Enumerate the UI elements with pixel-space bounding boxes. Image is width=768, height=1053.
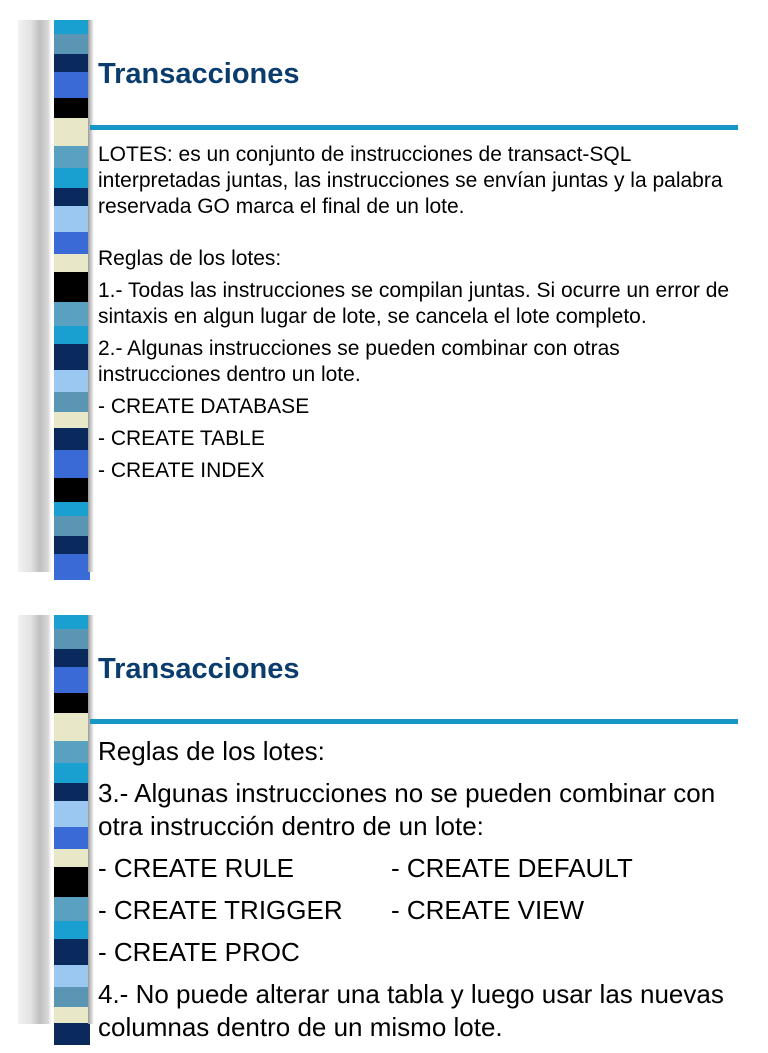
stripe xyxy=(54,98,90,118)
slide-title: Transacciones xyxy=(98,58,300,90)
command-item: - CREATE RULE xyxy=(98,853,294,883)
stripe xyxy=(54,649,90,667)
stripe xyxy=(54,370,90,392)
lotes-definition: LOTES: es un conjunto de instrucciones de transact-SQL interpretadas juntas, las instrucciones se envían juntas y la palabra reservada GO marca el final de un lote. xyxy=(98,143,723,218)
stripe xyxy=(54,412,90,428)
stripe xyxy=(54,344,90,370)
command-item: - CREATE INDEX xyxy=(98,459,265,482)
stripe xyxy=(54,254,90,272)
stripe xyxy=(54,54,90,72)
stripe-column xyxy=(54,615,90,1024)
stripe xyxy=(54,965,90,987)
rules-heading: Reglas de los lotes: xyxy=(98,736,325,766)
slide-body xyxy=(98,735,748,1053)
stripe xyxy=(54,536,90,554)
stripe xyxy=(54,516,90,536)
stripe xyxy=(54,1023,90,1045)
rule-3: 3.- Algunas instrucciones no se pueden combinar con otra instrucción dentro de un lote: xyxy=(98,778,716,841)
stripe xyxy=(54,502,90,516)
rule-2: 2.- Algunas instrucciones se pueden combinar con otras instrucciones dentro un lote. xyxy=(98,337,620,386)
stripe xyxy=(54,1007,90,1023)
stripe xyxy=(54,629,90,649)
stripe xyxy=(54,478,90,502)
stripe xyxy=(54,272,90,302)
strip-shadow xyxy=(88,615,94,1024)
stripe xyxy=(54,939,90,965)
slide-2 xyxy=(0,615,768,1042)
stripe xyxy=(54,554,90,580)
stripe xyxy=(54,987,90,1007)
command-item: - CREATE DATABASE xyxy=(98,395,310,418)
decorative-strip xyxy=(18,20,90,572)
command-row xyxy=(98,936,748,969)
command-item: - CREATE PROC xyxy=(98,937,300,967)
rule-4: 4.- No puede alterar una tabla y luego usar las nuevas columnas dentro de un mismo lote. xyxy=(98,979,724,1042)
command-item: - CREATE TABLE xyxy=(98,427,265,450)
stripe xyxy=(54,741,90,763)
stripe xyxy=(54,450,90,478)
stripe-column xyxy=(54,20,90,572)
stripe xyxy=(54,20,90,34)
command-item: - CREATE VIEW xyxy=(391,895,585,925)
stripe xyxy=(54,921,90,939)
rule-1: 1.- Todas las instrucciones se compilan juntas. Si ocurre un error de sintaxis en algun lugar de lote, se cancela el lote completo. xyxy=(98,279,730,328)
command-item: - CREATE DEFAULT xyxy=(391,853,633,883)
stripe xyxy=(54,188,90,206)
decorative-strip xyxy=(18,615,90,1024)
command-row xyxy=(98,852,748,885)
slide-body xyxy=(98,142,738,484)
stripe xyxy=(54,118,90,146)
stripe xyxy=(54,667,90,693)
slide-title: Transacciones xyxy=(98,653,300,685)
stripe xyxy=(54,392,90,412)
command-row xyxy=(98,894,748,927)
stripe xyxy=(54,763,90,783)
stripe xyxy=(54,326,90,344)
stripe xyxy=(54,72,90,98)
stripe xyxy=(54,693,90,713)
strip-shadow xyxy=(88,20,94,572)
stripe xyxy=(54,897,90,921)
stripe xyxy=(54,34,90,54)
title-rule xyxy=(90,719,738,724)
stripe xyxy=(54,615,90,629)
stripe xyxy=(54,713,90,741)
command-item: - CREATE TRIGGER xyxy=(98,895,343,925)
stripe xyxy=(54,168,90,188)
stripe xyxy=(54,849,90,867)
stripe xyxy=(54,146,90,168)
stripe xyxy=(54,827,90,849)
stripe xyxy=(54,783,90,801)
stripe xyxy=(54,867,90,897)
stripe xyxy=(54,801,90,827)
stripe xyxy=(54,302,90,326)
rules-heading: Reglas de los lotes: xyxy=(98,247,282,270)
stripe xyxy=(54,232,90,254)
title-rule xyxy=(90,125,738,130)
stripe xyxy=(54,206,90,232)
stripe xyxy=(54,428,90,450)
